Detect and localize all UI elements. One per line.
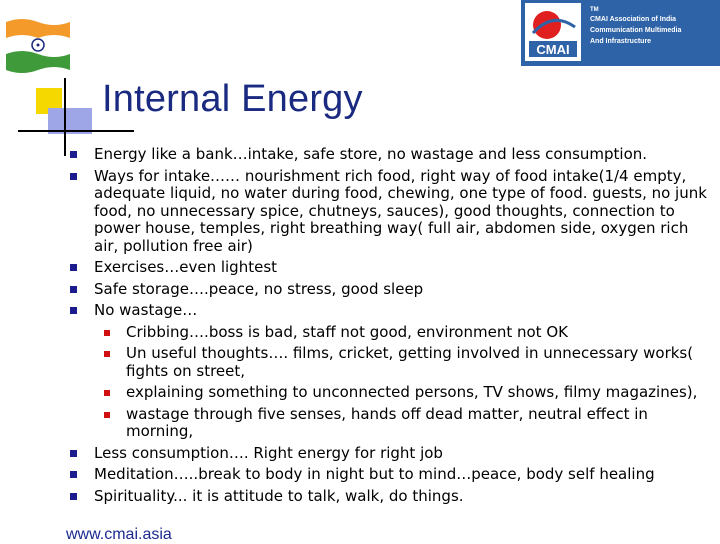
logo-text-block [590,7,718,47]
sub-bullet-text: Cribbing….boss is bad, staff not good, environment not OK [126,322,568,341]
footer-url-link[interactable]: www.cmai.asia [66,526,172,543]
sub-bullet-item [94,345,712,380]
india-flag-icon [4,12,72,76]
bullet-square-icon [70,173,77,180]
bullet-item [70,281,712,299]
bullet-square-icon [70,307,77,314]
bullet-item [70,302,712,441]
sub-bullet-square-icon [104,412,110,418]
sub-bullet-square-icon [104,351,110,357]
logo-line-2: Communication Multimedia [590,27,682,34]
sub-bullet-item [94,324,712,342]
sub-bullet-text: explaining something to unconnected persons, TV shows, filmy magazines), [126,383,698,401]
bullet-item [70,168,712,256]
bullet-text: No wastage… [94,301,198,319]
bullet-square-icon [70,450,77,457]
title-accent-vertical-line [64,78,66,156]
sub-bullet-square-icon [104,330,110,336]
bullet-item [70,466,712,484]
bullet-list [70,146,712,509]
sub-bullet-text: wastage through five senses, hands off dead matter, neutral effect in morning, [126,404,648,440]
cmai-logo-mark [525,3,581,61]
sub-bullet-item [94,384,712,402]
bullet-item [70,259,712,277]
bullet-square-icon [70,471,77,478]
logo-mark-text: CMAI [536,42,570,57]
bullet-square-icon [70,264,77,271]
slide-title: Internal Energy [102,78,363,120]
bullet-text: Ways for intake…… nourishment rich food, right way of food intake(1/4 empty, adequate liquid, no water during food, chewing, one type of food. guests, no junk food, no unnecessary spice, chutneys, sauces), good thoughts, connection to power house, temples, right breathing way( full air, abdomen side, oxygen rich air, pollution free air) [94,166,707,255]
logo-tm: TM [590,7,599,13]
bullet-text: Safe storage….peace, no stress, good sleep [94,279,424,298]
sub-bullet-list [94,324,712,441]
bullet-text: Spirituality... it is attitude to talk, walk, do things. [94,486,464,505]
bullet-text: Meditation…..break to body in night but to mind…peace, body self healing [94,465,655,483]
title-accent-horizontal-line [18,130,134,132]
sub-bullet-item [94,406,712,441]
bullet-item [70,445,712,463]
bullet-square-icon [70,286,77,293]
logo-line-3: And Infrastructure [590,38,652,45]
bullet-square-icon [70,151,77,158]
sub-bullet-text: Un useful thoughts…. films, cricket, getting involved in unnecessary works( fights on street, [126,344,694,380]
bullet-item [70,488,712,506]
sub-bullet-square-icon [104,390,110,396]
bullet-text: Energy like a bank…intake, safe store, no wastage and less consumption. [94,145,648,163]
bullet-text: Exercises…even lightest [94,258,278,276]
logo-line-1: CMAI Association of India [590,16,677,23]
bullet-square-icon [70,493,77,500]
bullet-text: Less consumption…. Right energy for right job [94,443,443,462]
bullet-item [70,146,712,164]
